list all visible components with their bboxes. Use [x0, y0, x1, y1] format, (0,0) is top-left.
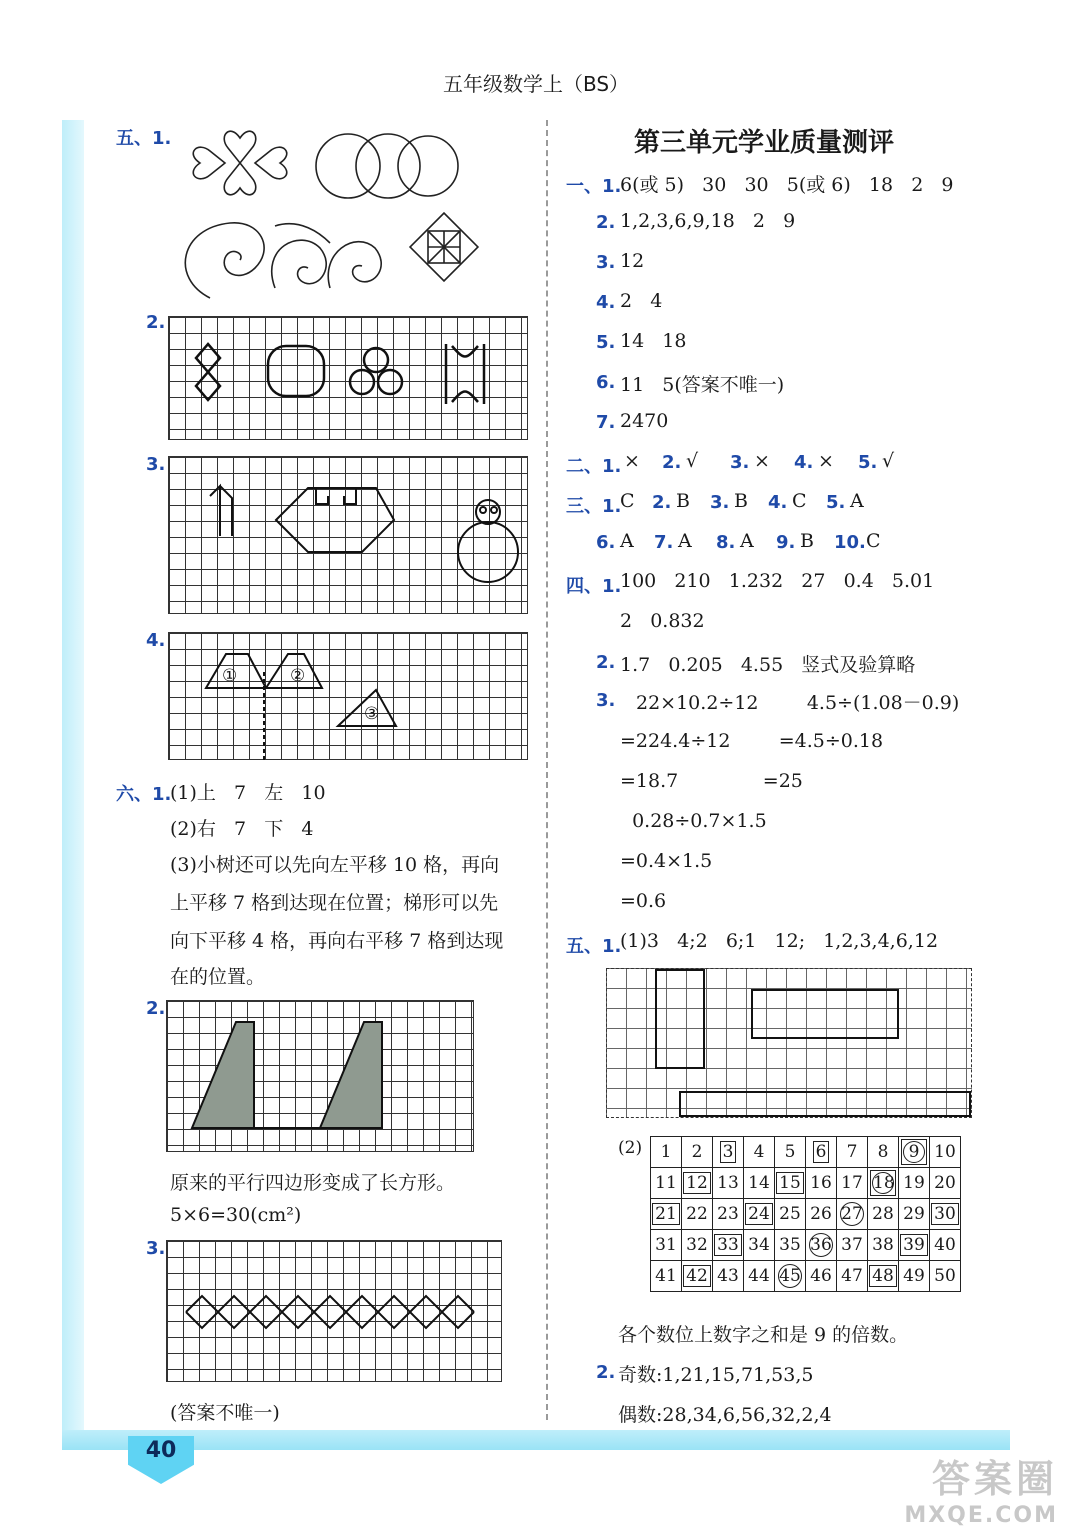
r-s3-a4: C: [792, 490, 807, 512]
q6-2-conclusion: 原来的平行四边形变成了长方形。: [170, 1172, 456, 1194]
r-s4-q1-line2: 2 0.832: [620, 610, 705, 632]
r-s3-a2: B: [676, 490, 690, 512]
hundred-chart-number: 36: [810, 1235, 832, 1255]
hundred-chart-cell: [837, 1137, 868, 1168]
hundred-chart-cell: [713, 1199, 744, 1230]
running-header: 五年级数学上（BS）: [442, 72, 630, 96]
r-s3-a3: B: [734, 490, 748, 512]
hundred-chart-number: 30: [931, 1203, 959, 1225]
trapezoid-mark-2: ②: [290, 666, 306, 686]
hundred-chart-number: 47: [841, 1266, 863, 1286]
hundred-chart-number: 23: [717, 1204, 739, 1224]
r-s1-q2-text: 1,2,3,6,9,18 2 9: [620, 210, 796, 232]
hundred-chart-cell: [651, 1137, 682, 1168]
q5-4-number: 4.: [146, 630, 166, 651]
hundred-chart-cell: [899, 1137, 930, 1168]
hundred-chart-cell: [868, 1261, 899, 1292]
r-s3-n9: 9.: [776, 532, 796, 553]
hundred-chart-cell: [837, 1168, 868, 1199]
hundred-chart-number: 45: [779, 1266, 801, 1286]
r-s4-q3-line: 0.28÷0.7×1.5: [620, 810, 767, 832]
r-s3-n7: 7.: [654, 532, 674, 553]
r-s3-a5: A: [850, 490, 864, 512]
hundred-chart-number: 46: [810, 1266, 832, 1286]
hundred-chart-row: [651, 1230, 961, 1261]
hundred-chart-number: 42: [683, 1265, 711, 1287]
r-s3-a6: A: [620, 530, 634, 552]
hundred-chart-number: 44: [748, 1266, 770, 1286]
r-s3-n1: 三、1.: [566, 496, 622, 517]
r-s1-q1-num: 一、1.: [566, 176, 622, 197]
r-s2-a4: ×: [818, 450, 834, 472]
r-s1-q7-num: 7.: [596, 412, 616, 433]
q5-3-figures: [168, 456, 528, 614]
r-s3-a8: A: [740, 530, 754, 552]
hundred-chart-cell: [837, 1199, 868, 1230]
hundred-chart-number: 12: [683, 1172, 711, 1194]
hundred-chart-number: 35: [779, 1235, 801, 1255]
r-s2-n3: 3.: [730, 452, 750, 473]
r-s3-n10: 10.: [834, 532, 866, 553]
r-s1-q7-text: 2470: [620, 410, 669, 432]
watermark-url: MXQE.COM: [904, 1503, 1058, 1528]
hundred-chart-row: [651, 1199, 961, 1230]
hundred-chart-cell: [806, 1199, 837, 1230]
r-s4-q3-line: =0.4×1.5: [620, 850, 713, 872]
r-s2-n5: 5.: [858, 452, 878, 473]
hundred-chart-cell: [868, 1230, 899, 1261]
hundred-chart-number: 13: [717, 1173, 739, 1193]
section-6-label: 六、1.: [116, 784, 172, 805]
hundred-chart-number: 43: [717, 1266, 739, 1286]
hundred-chart-number: 5: [784, 1142, 796, 1162]
s6-line: (3)小树还可以先向左平移 10 格，再向: [170, 854, 500, 876]
hundred-chart-number: 21: [652, 1203, 680, 1225]
hundred-chart-number: 38: [872, 1235, 894, 1255]
r-s4-q1-line1: 100 210 1.232 27 0.4 5.01: [620, 570, 935, 592]
hundred-chart-number: 7: [846, 1142, 858, 1162]
r-s1-q5-num: 5.: [596, 332, 616, 353]
r-s2-a1: ×: [624, 450, 640, 472]
hundred-chart-cell: [868, 1137, 899, 1168]
r-s3-a10: C: [866, 530, 881, 552]
side-color-bar: [62, 120, 84, 1445]
page-number: 40: [145, 1438, 177, 1463]
hundred-chart-row: [651, 1261, 961, 1292]
r-s1-q3-text: 12: [620, 250, 645, 272]
hundred-chart-cell: [930, 1261, 961, 1292]
hundred-chart-number: 25: [779, 1204, 801, 1224]
q6-3-note: (答案不唯一): [170, 1402, 280, 1424]
hundred-chart-number: 37: [841, 1235, 863, 1255]
hundred-chart-cell: [713, 1230, 744, 1261]
hundred-chart-number: 20: [934, 1173, 956, 1193]
unit-title: 第三单元学业质量测评: [634, 128, 895, 158]
r-s2-a5: √: [882, 450, 895, 472]
hundred-chart-cell: [837, 1261, 868, 1292]
r-s1-q6-num: 6.: [596, 372, 616, 393]
r-s4-q3-line: 22×10.2÷12 4.5÷(1.08－0.9): [636, 692, 960, 714]
hundred-chart-cell: [775, 1230, 806, 1261]
r-s1-q4-text: 2 4: [620, 290, 663, 312]
column-divider: [546, 120, 548, 1420]
q5-3-number: 3.: [146, 454, 166, 475]
hundred-chart-cell: [806, 1230, 837, 1261]
r-s3-n2: 2.: [652, 492, 672, 513]
hundred-chart: [650, 1136, 961, 1292]
hundred-chart-cell: [806, 1137, 837, 1168]
hundred-chart-cell: [682, 1261, 713, 1292]
hundred-chart-cell: [806, 1168, 837, 1199]
hundred-chart-row: [651, 1168, 961, 1199]
hundred-chart-number: 14: [748, 1173, 770, 1193]
hundred-chart-cell: [744, 1168, 775, 1199]
hundred-chart-number: 10: [934, 1142, 956, 1162]
hundred-chart-number: 4: [753, 1142, 765, 1162]
r-s1-q3-num: 3.: [596, 252, 616, 273]
hundred-chart-cell: [930, 1199, 961, 1230]
hundred-chart-number: 32: [686, 1235, 708, 1255]
r-s5-q2-odd: 奇数:1,21,15,71,53,5: [618, 1364, 814, 1386]
hundred-chart-cell: [930, 1230, 961, 1261]
hundred-chart-cell: [837, 1230, 868, 1261]
r-s3-a7: A: [678, 530, 692, 552]
r-s2-a2: √: [686, 450, 699, 472]
hundred-chart-cell: [744, 1261, 775, 1292]
hundred-chart-cell: [713, 1261, 744, 1292]
hundred-chart-number: 49: [903, 1266, 925, 1286]
trapezoid-mark-1: ①: [222, 666, 238, 686]
r-s3-a1: C: [620, 490, 635, 512]
hundred-chart-cell: [713, 1137, 744, 1168]
hundred-chart-cell: [651, 1230, 682, 1261]
hundred-chart-row: [651, 1137, 961, 1168]
q5-4-figures: [168, 632, 528, 760]
hundred-chart-cell: [775, 1168, 806, 1199]
bottom-color-bar: [62, 1430, 1010, 1450]
hundred-chart-number: 2: [691, 1142, 703, 1162]
hundred-chart-number: 29: [903, 1204, 925, 1224]
r-s4-q2-num: 2.: [596, 652, 616, 673]
q6-2-calc: 5×6=30(cm²): [170, 1204, 302, 1226]
r-s2-n2: 2.: [662, 452, 682, 473]
hundred-chart-number: 6: [813, 1141, 830, 1163]
hundred-chart-number: 24: [745, 1203, 773, 1225]
hundred-chart-cell: [775, 1199, 806, 1230]
r-s2-a3: ×: [754, 450, 770, 472]
hundred-chart-cell: [899, 1230, 930, 1261]
hundred-chart-number: 33: [714, 1234, 742, 1256]
r-s3-n8: 8.: [716, 532, 736, 553]
s6-line: 在的位置。: [170, 966, 266, 988]
r-s5-sub2: (2): [618, 1138, 643, 1158]
hundred-chart-cell: [682, 1168, 713, 1199]
watermark-brand: 答案圈: [931, 1457, 1058, 1501]
hundred-chart-number: 1: [660, 1142, 672, 1162]
r-s5-q2-num: 2.: [596, 1362, 616, 1383]
r-s5-q1-num: 五、1.: [566, 936, 622, 957]
hundred-chart-cell: [899, 1261, 930, 1292]
hundred-chart-number: 3: [720, 1141, 737, 1163]
hundred-chart-cell: [775, 1261, 806, 1292]
r-s2-n4: 4.: [794, 452, 814, 473]
hundred-chart-cell: [899, 1168, 930, 1199]
r-s4-q1-num: 四、1.: [566, 576, 622, 597]
r-s5-q2-even: 偶数:28,34,6,56,32,2,4: [618, 1404, 832, 1426]
hundred-chart-cell: [868, 1168, 899, 1199]
r-s3-n3: 3.: [710, 492, 730, 513]
s6-line: (1)上 7 左 10: [170, 782, 326, 804]
hundred-chart-cell: [930, 1168, 961, 1199]
symmetry-figures: [180, 118, 480, 308]
q6-3-pattern: [166, 1240, 502, 1382]
hundred-chart-number: 34: [748, 1235, 770, 1255]
trapezoid-mark-3: ③: [364, 704, 380, 724]
s6-line: (2)右 7 下 4: [170, 818, 314, 840]
hundred-chart-number: 8: [877, 1142, 889, 1162]
hundred-chart-number: 39: [900, 1234, 928, 1256]
q5-2-figures: [168, 316, 528, 440]
hundred-chart-cell: [651, 1168, 682, 1199]
hundred-chart-number: 48: [869, 1265, 897, 1287]
r-s4-q3-line: =18.7 =25: [620, 770, 803, 792]
q6-3-number: 3.: [146, 1238, 166, 1259]
hundred-chart-number: 31: [655, 1235, 677, 1255]
r-s2-num: 二、1.: [566, 456, 622, 477]
r-s3-n6: 6.: [596, 532, 616, 553]
hundred-chart-number: 40: [934, 1235, 956, 1255]
hundred-chart-number: 26: [810, 1204, 832, 1224]
hundred-chart-number: 17: [841, 1173, 863, 1193]
hundred-chart-number: 28: [872, 1204, 894, 1224]
r-s1-q1-text: 6(或 5) 30 30 5(或 6) 18 2 9: [620, 174, 954, 196]
hundred-chart-cell: [899, 1199, 930, 1230]
hundred-chart-cell: [682, 1230, 713, 1261]
q6-2-figures: [166, 1000, 474, 1152]
hundred-chart-number: 50: [934, 1266, 956, 1286]
r-s5-note: 各个数位上数字之和是 9 的倍数。: [618, 1324, 909, 1346]
hundred-chart-number: 16: [810, 1173, 832, 1193]
hundred-chart-cell: [806, 1261, 837, 1292]
r-s4-q3-line: =224.4÷12 =4.5÷0.18: [620, 730, 884, 752]
hundred-chart-cell: [868, 1199, 899, 1230]
r-s4-q3-line: =0.6: [620, 890, 667, 912]
r-s1-q6-text: 11 5(答案不唯一): [620, 374, 785, 396]
hundred-chart-number: 19: [903, 1173, 925, 1193]
hundred-chart-number: 22: [686, 1204, 708, 1224]
r-s1-q4-num: 4.: [596, 292, 616, 313]
r-s3-n5: 5.: [826, 492, 846, 513]
hundred-chart-cell: [713, 1168, 744, 1199]
r-s3-a9: B: [800, 530, 814, 552]
r-s1-q5-text: 14 18: [620, 330, 687, 352]
r-s4-q2-text: 1.7 0.205 4.55 竖式及验算略: [620, 654, 916, 676]
hundred-chart-cell: [651, 1199, 682, 1230]
s6-line: 上平移 7 格到达现在位置；梯形可以先: [170, 892, 499, 914]
hundred-chart-number: 18: [870, 1170, 896, 1196]
r-s1-q2-num: 2.: [596, 212, 616, 233]
r-s5-rectangles: [606, 968, 972, 1118]
hundred-chart-cell: [775, 1137, 806, 1168]
hundred-chart-number: 41: [655, 1266, 677, 1286]
s6-line: 向下平移 4 格，再向右平移 7 格到达现: [170, 930, 504, 952]
r-s3-n4: 4.: [768, 492, 788, 513]
hundred-chart-number: 9: [901, 1139, 927, 1165]
hundred-chart-cell: [930, 1137, 961, 1168]
hundred-chart-cell: [744, 1137, 775, 1168]
r-s4-q3-num: 3.: [596, 690, 616, 711]
watermark: [904, 1448, 1058, 1528]
q6-2-number: 2.: [146, 998, 166, 1019]
hundred-chart-cell: [744, 1230, 775, 1261]
section-5-label: 五、1.: [116, 128, 172, 149]
q5-2-number: 2.: [146, 312, 166, 333]
hundred-chart-number: 11: [655, 1173, 677, 1193]
hundred-chart-number: 15: [776, 1172, 804, 1194]
hundred-chart-number: 27: [841, 1204, 863, 1224]
hundred-chart-cell: [744, 1199, 775, 1230]
r-s5-q1-text: (1)3 4;2 6;1 12; 1,2,3,4,6,12: [620, 930, 939, 952]
hundred-chart-cell: [651, 1261, 682, 1292]
hundred-chart-cell: [682, 1137, 713, 1168]
hundred-chart-cell: [682, 1199, 713, 1230]
